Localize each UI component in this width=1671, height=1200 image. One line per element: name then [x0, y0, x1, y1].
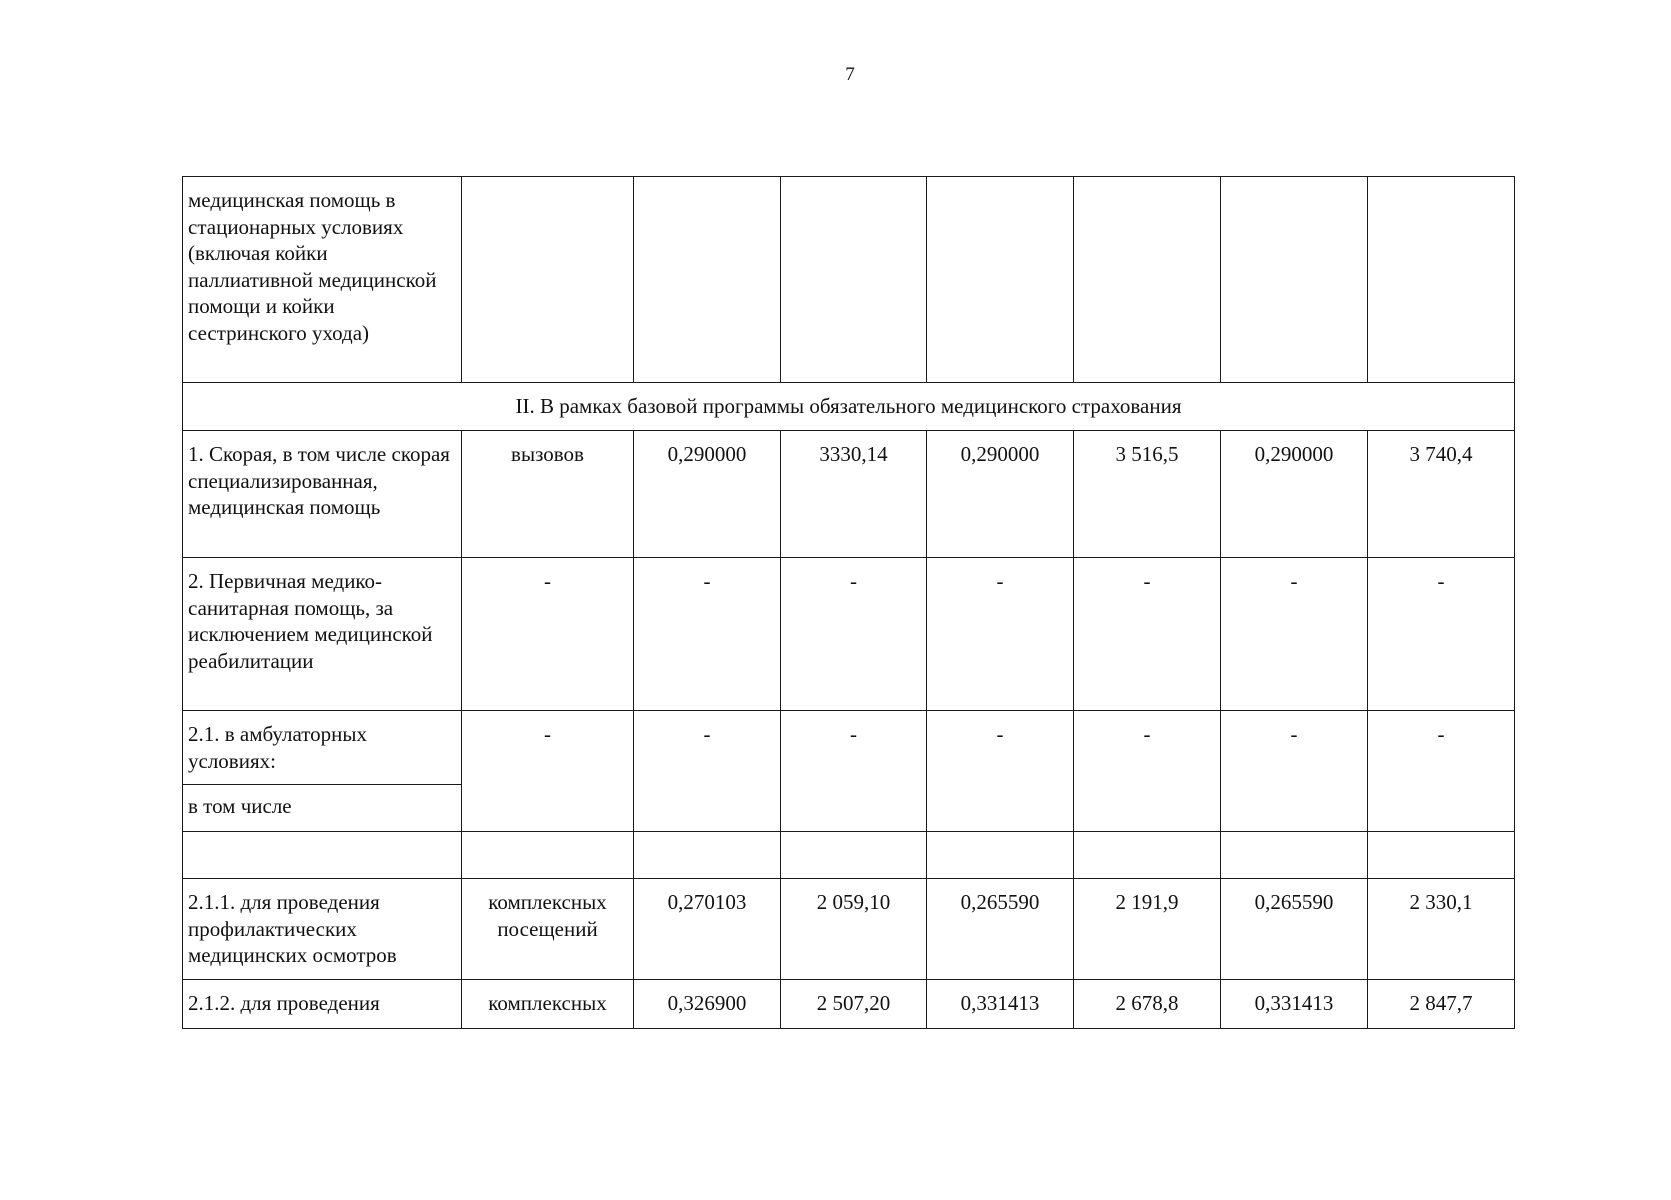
- value-cell: -: [781, 558, 927, 711]
- table-row: [183, 879, 1515, 980]
- value-cell: 0,331413: [927, 980, 1074, 1029]
- value-cell: -: [1368, 558, 1515, 711]
- table-cell: [1368, 832, 1515, 879]
- value-cell: -: [1074, 711, 1221, 832]
- unit-cell: -: [462, 558, 634, 711]
- table-cell: [781, 832, 927, 879]
- table-cell: [462, 177, 634, 383]
- row-label: 2. Первичная медико-санитарная помощь, за исключением медицинской реабилитации: [183, 558, 462, 711]
- value-cell: 3 516,5: [1074, 431, 1221, 558]
- value-cell: 3 740,4: [1368, 431, 1515, 558]
- table-cell: [1074, 832, 1221, 879]
- table-row: [183, 177, 1515, 383]
- table-cell: [183, 832, 462, 879]
- unit-cell: комплексных посещений: [462, 879, 634, 980]
- value-cell: 3330,14: [781, 431, 927, 558]
- value-cell: 2 507,20: [781, 980, 927, 1029]
- table-row: [183, 558, 1515, 711]
- table-cell: [634, 832, 781, 879]
- unit-cell: вызовов: [462, 431, 634, 558]
- table-cell: [462, 832, 634, 879]
- unit-cell: -: [462, 711, 634, 832]
- table-row: [183, 980, 1515, 1029]
- table-cell: [1221, 177, 1368, 383]
- value-cell: 0,270103: [634, 879, 781, 980]
- value-cell: -: [1074, 558, 1221, 711]
- table-cell: [781, 177, 927, 383]
- value-cell: 2 191,9: [1074, 879, 1221, 980]
- table-cell: [634, 177, 781, 383]
- value-cell: 0,290000: [634, 431, 781, 558]
- value-cell: 0,265590: [927, 879, 1074, 980]
- section-heading-row: [183, 383, 1515, 431]
- value-cell: -: [1368, 711, 1515, 832]
- value-cell: -: [1221, 558, 1368, 711]
- row-label: 2.1. в амбулаторных условиях:: [183, 711, 462, 785]
- table-cell: [927, 832, 1074, 879]
- value-cell: 2 330,1: [1368, 879, 1515, 980]
- table-row: [183, 711, 1515, 785]
- value-cell: -: [1221, 711, 1368, 832]
- value-cell: -: [927, 558, 1074, 711]
- table-cell: [1221, 832, 1368, 879]
- table-row: [183, 832, 1515, 879]
- value-cell: -: [781, 711, 927, 832]
- value-cell: 0,290000: [1221, 431, 1368, 558]
- page-number: 7: [845, 64, 855, 85]
- table-row: [183, 431, 1515, 558]
- row-label: 2.1.2. для проведения: [183, 980, 462, 1029]
- unit-cell: комплексных: [462, 980, 634, 1029]
- value-cell: 0,326900: [634, 980, 781, 1029]
- value-cell: -: [634, 711, 781, 832]
- table-cell: [1074, 177, 1221, 383]
- table-cell: [927, 177, 1074, 383]
- value-cell: 2 847,7: [1368, 980, 1515, 1029]
- row-label: 1. Скорая, в том числе скорая специализированная, медицинская помощь: [183, 431, 462, 558]
- data-table: [182, 176, 1515, 1029]
- row-sublabel: в том числе: [183, 785, 462, 832]
- value-cell: 0,265590: [1221, 879, 1368, 980]
- value-cell: 0,290000: [927, 431, 1074, 558]
- value-cell: 0,331413: [1221, 980, 1368, 1029]
- value-cell: 2 059,10: [781, 879, 927, 980]
- value-cell: -: [634, 558, 781, 711]
- row-label: 2.1.1. для проведения профилактических медицинских осмотров: [183, 879, 462, 980]
- value-cell: 2 678,8: [1074, 980, 1221, 1029]
- value-cell: -: [927, 711, 1074, 832]
- section-heading: II. В рамках базовой программы обязательного медицинского страхования: [183, 383, 1515, 431]
- row-label: медицинская помощь в стационарных условиях (включая койки паллиативной медицинской помощи и койки сестринского ухода): [183, 177, 462, 383]
- table-cell: [1368, 177, 1515, 383]
